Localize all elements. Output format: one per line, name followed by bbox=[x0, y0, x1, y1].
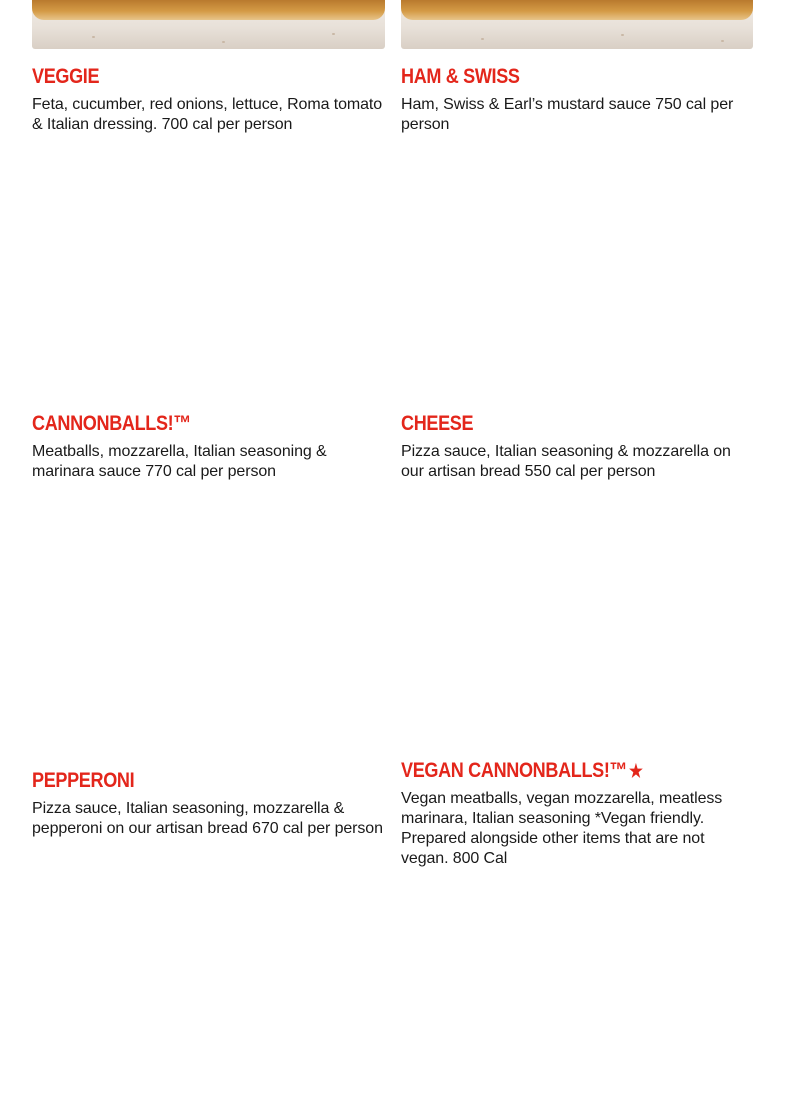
item-title-text: VEGAN CANNONBALLS!™ bbox=[401, 759, 628, 782]
item-description: Vegan meatballs, vegan mozzarella, meatless marinara, Italian seasoning *Vegan friendly. Prepared alongside other items that are not vegan. 800 Cal bbox=[401, 790, 723, 867]
crumb-decoration bbox=[481, 38, 484, 40]
menu-item-pepperoni[interactable] bbox=[32, 769, 385, 839]
item-title[interactable]: HAM & SWISS bbox=[401, 65, 520, 88]
item-title[interactable] bbox=[401, 759, 704, 783]
menu-item-veggie[interactable] bbox=[32, 65, 385, 135]
bread-image bbox=[32, 0, 385, 20]
item-description: Ham, Swiss & Earl’s mustard sauce 750 cal per person bbox=[401, 96, 734, 133]
menu-item-vegan-cannonballs[interactable] bbox=[401, 759, 753, 869]
crumb-decoration bbox=[721, 40, 724, 42]
item-title[interactable]: VEGGIE bbox=[32, 65, 100, 88]
star-icon: ★ bbox=[628, 761, 643, 781]
item-title[interactable]: CHEESE bbox=[401, 412, 474, 435]
item-description: Meatballs, mozzarella, Italian seasoning & marinara sauce 770 cal per person bbox=[32, 443, 327, 480]
item-description: Feta, cucumber, red onions, lettuce, Roma tomato & Italian dressing. 700 cal per person bbox=[32, 96, 383, 133]
veggie-photo[interactable] bbox=[32, 0, 385, 49]
ham-swiss-photo[interactable] bbox=[401, 0, 753, 49]
menu-item-ham-swiss[interactable] bbox=[401, 65, 753, 135]
crumb-decoration bbox=[92, 36, 95, 38]
item-title[interactable]: PEPPERONI bbox=[32, 769, 135, 792]
crumb-decoration bbox=[222, 41, 225, 43]
item-description: Pizza sauce, Italian seasoning & mozzarella on our artisan bread 550 cal per person bbox=[401, 443, 731, 480]
bread-image bbox=[401, 0, 753, 20]
menu-item-cannonballs[interactable] bbox=[32, 412, 385, 482]
item-title[interactable]: CANNONBALLS!™ bbox=[32, 412, 192, 435]
menu-item-cheese[interactable] bbox=[401, 412, 753, 482]
crumb-decoration bbox=[332, 33, 335, 35]
crumb-decoration bbox=[621, 34, 624, 36]
item-description: Pizza sauce, Italian seasoning, mozzarella & pepperoni on our artisan bread 670 cal per person bbox=[32, 800, 383, 837]
